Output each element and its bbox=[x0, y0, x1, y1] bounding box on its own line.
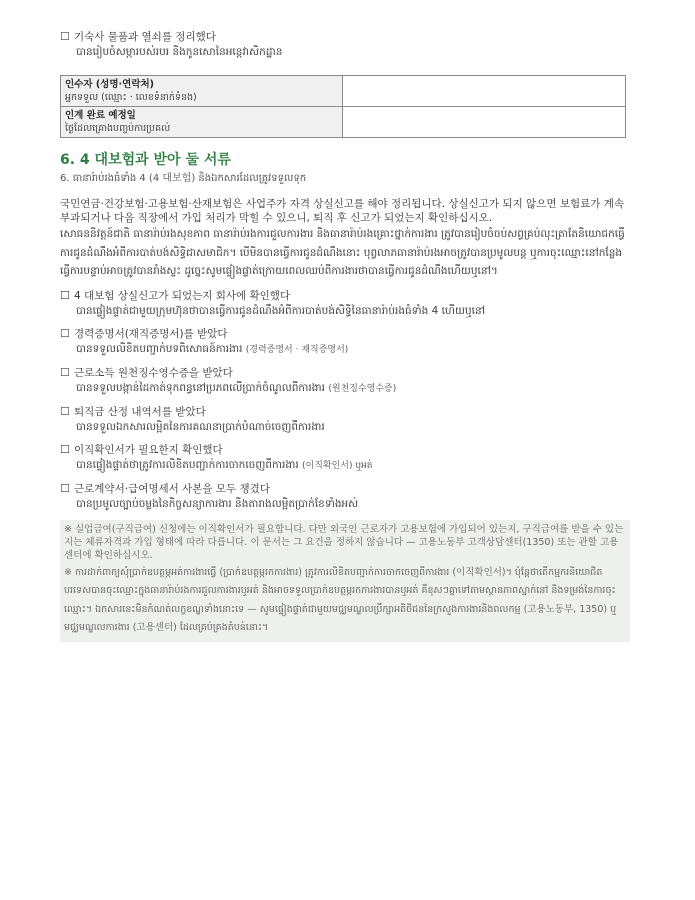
table-row bbox=[61, 76, 626, 107]
checkbox-icon[interactable]: ☐ bbox=[60, 442, 70, 456]
item-note: (경력증명서 · 재직증명서) bbox=[245, 344, 349, 355]
recipient-label-km: អ្នកទទួល (ឈ្មោះ · លេខទំនាក់ទំនង) bbox=[65, 92, 197, 103]
item-text-km: បានប្រមូលច្បាប់ចម្លងនៃកិច្ចសន្យាការងារ និងតារាងលម្អិតប្រាក់ខែទាំងអស់ bbox=[76, 497, 359, 510]
item-text-km: បានទទួលឯកសារលម្អិតនៃការគណនាប្រាក់បំណាច់ចេញពីការងារ bbox=[76, 420, 325, 433]
item-text-ko: 기숙사 물품과 열쇠를 정리했다 bbox=[74, 31, 216, 43]
checkbox-icon[interactable]: ☐ bbox=[60, 288, 70, 302]
checkbox-icon[interactable]: ☐ bbox=[60, 481, 70, 495]
item-text-ko: 경력증명서(재직증명서)를 받았다 bbox=[74, 327, 228, 340]
section-title: 6. 4 대보험과 받아 둘 서류 bbox=[60, 152, 231, 168]
handover-date-label-km: ថ្ងៃដែលគ្រោងបញ្ចប់ការប្រគល់ bbox=[65, 123, 171, 134]
item-text-ko: 이직확인서가 필요한지 확인했다 bbox=[74, 443, 223, 456]
document-checklist bbox=[60, 289, 630, 512]
item-text-km: បានរៀបចំសម្ភារបស់របរ និងកូនសោនៃអន្តេវាសិកដ្ឋាន bbox=[76, 46, 283, 58]
note-text-ko: ※ 실업급여(구직급여) 신청에는 이직확인서가 필요합니다. 다만 외국인 근로자가 고용보험에 가입되어 있는지, 구직급여를 받을 수 있는지는 체류자격과 가입 형태에 따라 다릅니다. 이 문서는 그 요건을 정하지 않습니다 — 고용노동부 고객상담센터(1350) 또는 관할 고용센터에 확인하십시오. bbox=[64, 523, 624, 561]
item-text-ko: 4 대보험 상실신고가 되었는지 회사에 확인했다 bbox=[74, 289, 291, 302]
item-text-km: បានផ្ទៀងផ្ទាត់ថាត្រូវការលិខិតបញ្ជាក់ការចាកចេញពីការងារ bbox=[76, 458, 299, 471]
handover-date-value-cell[interactable] bbox=[343, 107, 626, 138]
item-text-km: បានទទួលលិខិតបញ្ជាក់បទពិសោធន៍ការងារ bbox=[76, 342, 243, 355]
handover-date-label-cell bbox=[61, 107, 343, 138]
item-text-ko: 퇴직금 산정 내역서를 받았다 bbox=[74, 405, 206, 418]
checklist-item bbox=[60, 366, 630, 397]
item-text-ko: 근로계약서·급여명세서 사본을 모두 챙겼다 bbox=[74, 482, 270, 495]
checklist-item-dormitory bbox=[60, 30, 630, 60]
note-text-km: ※ ការដាក់ពាក្យសុំប្រាក់ឧបត្ថម្ភអត់ការងារធ្វើ (ប្រាក់ឧបត្ថម្ភរកការងារ) ត្រូវការលិខិតបញ្ជាក់ការចាកចេញពីការងារ (이직확인서)។ ប៉ុន្តែថាតើកម្មករនិយោជិតបរទេសបានចុះឈ្មោះក្នុងធានារ៉ាប់រងការជួលការងារឬអត់ និងអាចទទួលប្រាក់ឧបត្ថម្ភរកការងារបានឬអត់ គឺខុសៗគ្នាទៅតាមស្ថានភាពស្នាក់នៅ និងទម្រង់នៃការចុះឈ្មោះ។ ឯកសារនេះមិនកំណត់លក្ខខណ្ឌទាំងនោះទេ — សូមផ្ទៀងផ្ទាត់ជាមួយមជ្ឈមណ្ឌលប្រឹក្សាអតិថិជននៃក្រសួងការងារនិងពលកម្ម (고용노동부, 1350) ឬមជ្ឈមណ្ឌលការងារ (고용센터) ដែលគ្រប់គ្រងតំបន់នោះ។ bbox=[64, 566, 617, 633]
section-subtitle-km: 6. ធានារ៉ាប់រងធំទាំង 4 (4 대보험) និងឯកសារដែលត្រូវទទួលទុក bbox=[60, 173, 307, 184]
checkbox-icon[interactable]: ☐ bbox=[60, 404, 70, 418]
recipient-label-ko: 인수자 (성명·연락처) bbox=[65, 79, 155, 90]
intro-paragraph-km: សោធននិវត្តន៍ជាតិ ធានារ៉ាប់រងសុខភាព ធានារ៉ាប់រងការជួលការងារ និងធានារ៉ាប់រងគ្រោះថ្នាក់ការងារ ត្រូវបានរៀបចំចប់សព្វគ្រប់លុះត្រាតែនិយោជកធ្វើការជូនដំណឹងអំពីការបាត់បង់សិទ្ធិជាសមាជិក។ បើមិនបានធ្វើការជូនដំណឹងនោះ បុព្វលាភធានារ៉ាប់រងអាចត្រូវបានប្រមូលបន្ត ឬការចុះឈ្មោះនៅកន្លែងធ្វើការបន្ទាប់អាចត្រូវបានរាំងស្ទះ ដូច្នេះសូមផ្ទៀងផ្ទាត់ក្រោយពេលឈប់ពីការងារថាបានធ្វើការជូនដំណឹងហើយឬនៅ។ bbox=[60, 228, 625, 277]
document-page bbox=[60, 30, 630, 642]
checklist-item bbox=[60, 405, 630, 435]
item-text-ko: 근로소득 원천징수영수증을 받았다 bbox=[74, 366, 233, 379]
checklist-item bbox=[60, 289, 630, 319]
item-text-km: បានទទួលបង្កាន់ដៃកាត់ទុកពន្ធនៅប្រភពលើប្រាក់ចំណូលពីការងារ bbox=[76, 381, 326, 394]
handover-date-label-ko: 인계 완료 예정일 bbox=[65, 110, 136, 121]
checkbox-icon[interactable]: ☐ bbox=[60, 365, 70, 379]
intro-paragraph-ko: 국민연금·건강보험·고용보험·산재보험은 사업주가 자격 상실신고를 해야 정리됩니다. 상실신고가 되지 않으면 보험료가 계속 부과되거나 다음 직장에서 가입 처리가 막힐 수 있으니, 퇴직 후 신고가 되었는지 확인하십시오. bbox=[60, 198, 625, 224]
handover-table bbox=[60, 75, 626, 138]
checklist-item bbox=[60, 327, 630, 358]
checkbox-icon[interactable]: ☐ bbox=[60, 326, 70, 340]
item-note: (원천징수영수증) bbox=[328, 383, 397, 394]
item-text-km: បានផ្ទៀងផ្ទាត់ជាមួយក្រុមហ៊ុនថាបានធ្វើការជូនដំណឹងអំពីការបាត់បង់សិទ្ធិនៃធានារ៉ាប់រងធំទាំង 4 ហើយឬនៅ bbox=[76, 304, 486, 317]
note-box bbox=[60, 520, 630, 642]
recipient-value-cell[interactable] bbox=[343, 76, 626, 107]
checklist-item bbox=[60, 443, 630, 474]
table-row bbox=[61, 107, 626, 138]
checkbox-icon[interactable]: ☐ bbox=[60, 30, 70, 43]
recipient-label-cell bbox=[61, 76, 343, 107]
item-note: (이직확인서) ឬអត់ bbox=[302, 460, 373, 471]
checklist-item bbox=[60, 482, 630, 512]
